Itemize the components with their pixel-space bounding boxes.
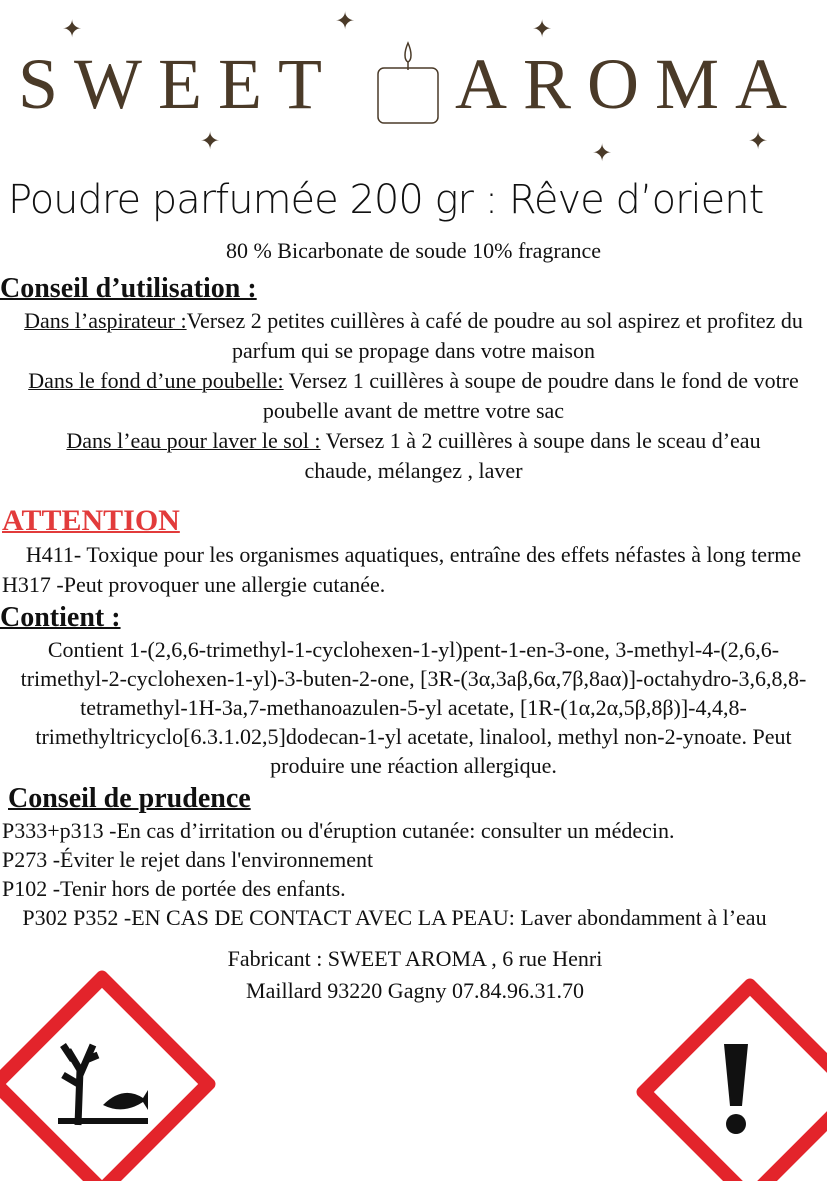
exclamation-icon bbox=[716, 1040, 756, 1140]
dead-tree-fish-icon bbox=[48, 1030, 158, 1130]
hazard-h411: H411- Toxique pour les organismes aquatiques, entraîne des effets néfastes à long terme bbox=[25, 542, 802, 567]
logo-text-right: AROMA bbox=[455, 44, 804, 124]
sparkle-icon: ✦ bbox=[592, 141, 613, 167]
hazard-h317: H317 -Peut provoquer une allergie cutanée. bbox=[2, 572, 386, 597]
precaution-list bbox=[2, 816, 827, 933]
logo-text-left: SWEET bbox=[18, 44, 338, 124]
usage-text: Versez 1 cuillères à soupe de poudre dans le fond de votre poubelle avant de mettre votre sac bbox=[262, 368, 799, 423]
usage-text: Versez 2 petites cuillères à café de poudre au sol aspirez et profitez du parfum qui se propage dans votre maison bbox=[186, 308, 803, 363]
sparkle-icon: ✦ bbox=[532, 17, 553, 43]
usage-item bbox=[0, 306, 827, 366]
sparkle-icon: ✦ bbox=[62, 17, 83, 43]
usage-heading: Conseil d’utilisation : bbox=[0, 273, 257, 304]
attention-heading: ATTENTION bbox=[2, 504, 180, 537]
sparkle-icon: ✦ bbox=[335, 9, 356, 35]
sparkle-icon: ✦ bbox=[200, 129, 221, 155]
sparkle-icon: ✦ bbox=[748, 129, 769, 155]
precaution-item: P333+p313 -En cas d’irritation ou d'éruption cutanée: consulter un médecin. bbox=[2, 818, 675, 843]
usage-text: Versez 1 à 2 cuillères à soupe dans le sceau d’eau chaude, mélangez , laver bbox=[304, 428, 761, 483]
precaution-item: P302 P352 -EN CAS DE CONTACT AVEC LA PEAU: Laver abondamment à l’eau bbox=[22, 905, 767, 930]
usage-label: Dans l’eau pour laver le sol : bbox=[66, 428, 321, 453]
contains-text: Contient 1-(2,6,6-trimethyl-1-cyclohexen-1-yl)pent-1-en-3-one, 3-methyl-4-(2,6,6-trimethyl-2-cyclohexen-1-yl)-3-buten-2-one, [3R-(3α,3aβ,6α,7β,8aα)]-octahydro-3,6,8,8-tetramethyl-1H-3a,7-methanoazulen-5-yl acetate, [1R-(1α,2α,5β,8β)]-4,4,8-trimethyltricyclo[6.3.1.02,5]dodecan-1-yl acetate, linalool, methyl non-2-ynoate. Peut produire une réaction allergique. bbox=[20, 637, 807, 778]
precaution-item: P273 -Éviter le rejet dans l'environnement bbox=[2, 847, 374, 872]
precaution-item: P102 -Tenir hors de portée des enfants. bbox=[2, 876, 346, 901]
precaution-heading: Conseil de prudence bbox=[8, 783, 251, 814]
contains-heading: Contient : bbox=[0, 602, 121, 633]
usage-item bbox=[0, 426, 827, 486]
product-title: Poudre parfumée 200 gr : Rêve d’orient bbox=[8, 177, 764, 223]
candle-icon bbox=[368, 38, 448, 128]
label-content bbox=[0, 172, 827, 1007]
usage-item bbox=[0, 366, 827, 426]
usage-label: Dans le fond d’une poubelle: bbox=[28, 368, 284, 393]
manufacturer-info: Fabricant : SWEET AROMA , 6 rue Henri Maillard 93220 Gagny 07.84.96.31.70 bbox=[227, 946, 603, 1003]
usage-list bbox=[0, 306, 827, 486]
usage-label: Dans l’aspirateur : bbox=[24, 308, 187, 333]
brand-logo bbox=[0, 9, 827, 167]
product-composition: 80 % Bicarbonate de soude 10% fragrance bbox=[225, 238, 602, 263]
